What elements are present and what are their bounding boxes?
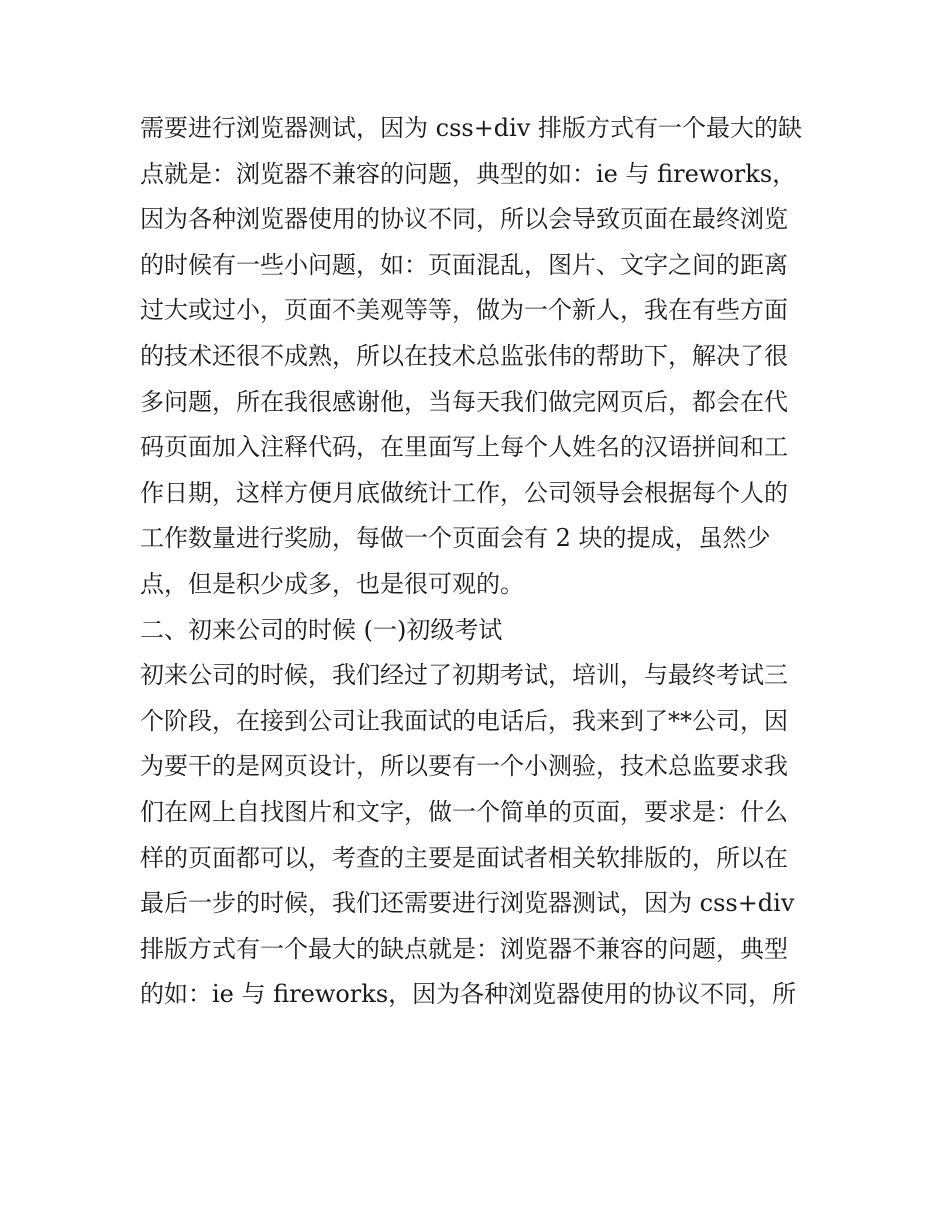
text-line: 个阶段，在接到公司让我面试的电话后，我来到了**公司，因 bbox=[140, 706, 788, 735]
text-line: 的技术还很不成熟，所以在技术总监张伟的帮助下，解决了很 bbox=[140, 341, 788, 370]
text-line: 的如：ie 与 fireworks，因为各种浏览器使用的协议不同，所 bbox=[140, 980, 797, 1009]
text-line: 过大或过小，页面不美观等等，做为一个新人，我在有些方面 bbox=[140, 296, 788, 325]
text-line: 点就是：浏览器不兼容的问题，典型的如：ie 与 fireworks， bbox=[140, 159, 797, 188]
text-line: 需要进行浏览器测试，因为 css+div 排版方式有一个最大的缺 bbox=[140, 114, 803, 142]
text-line: 样的页面都可以，考查的主要是面试者相关软排版的，所以在 bbox=[140, 843, 788, 872]
text-line: 码页面加入注释代码，在里面写上每个人姓名的汉语拼间和工 bbox=[140, 433, 788, 462]
text-line: 初来公司的时候，我们经过了初期考试，培训，与最终考试三 bbox=[140, 661, 788, 690]
text-line: 排版方式有一个最大的缺点就是：浏览器不兼容的问题，典型 bbox=[140, 934, 788, 963]
text-line: 为要干的是网页设计，所以要有一个小测验，技术总监要求我 bbox=[140, 752, 788, 781]
text-line: 因为各种浏览器使用的协议不同，所以会导致页面在最终浏览 bbox=[140, 205, 788, 234]
text-line: 多问题，所在我很感谢他，当每天我们做完网页后，都会在代 bbox=[140, 387, 788, 416]
body-text bbox=[140, 106, 820, 1018]
text-line: 作日期，这样方便月底做统计工作，公司领导会根据每个人的 bbox=[140, 478, 788, 507]
text-line: 们在网上自找图片和文字，做一个简单的页面，要求是：什么 bbox=[140, 797, 788, 826]
section-heading: 二、初来公司的时候 (一)初级考试 bbox=[140, 615, 503, 644]
text-line: 的时候有一些小问题，如：页面混乱，图片、文字之间的距离 bbox=[140, 250, 788, 279]
text-line: 工作数量进行奖励，每做一个页面会有 2 块的提成，虽然少 bbox=[140, 524, 771, 553]
text-line: 点，但是积少成多，也是很可观的。 bbox=[140, 569, 524, 598]
text-line: 最后一步的时候，我们还需要进行浏览器测试，因为 css+div bbox=[140, 889, 795, 918]
